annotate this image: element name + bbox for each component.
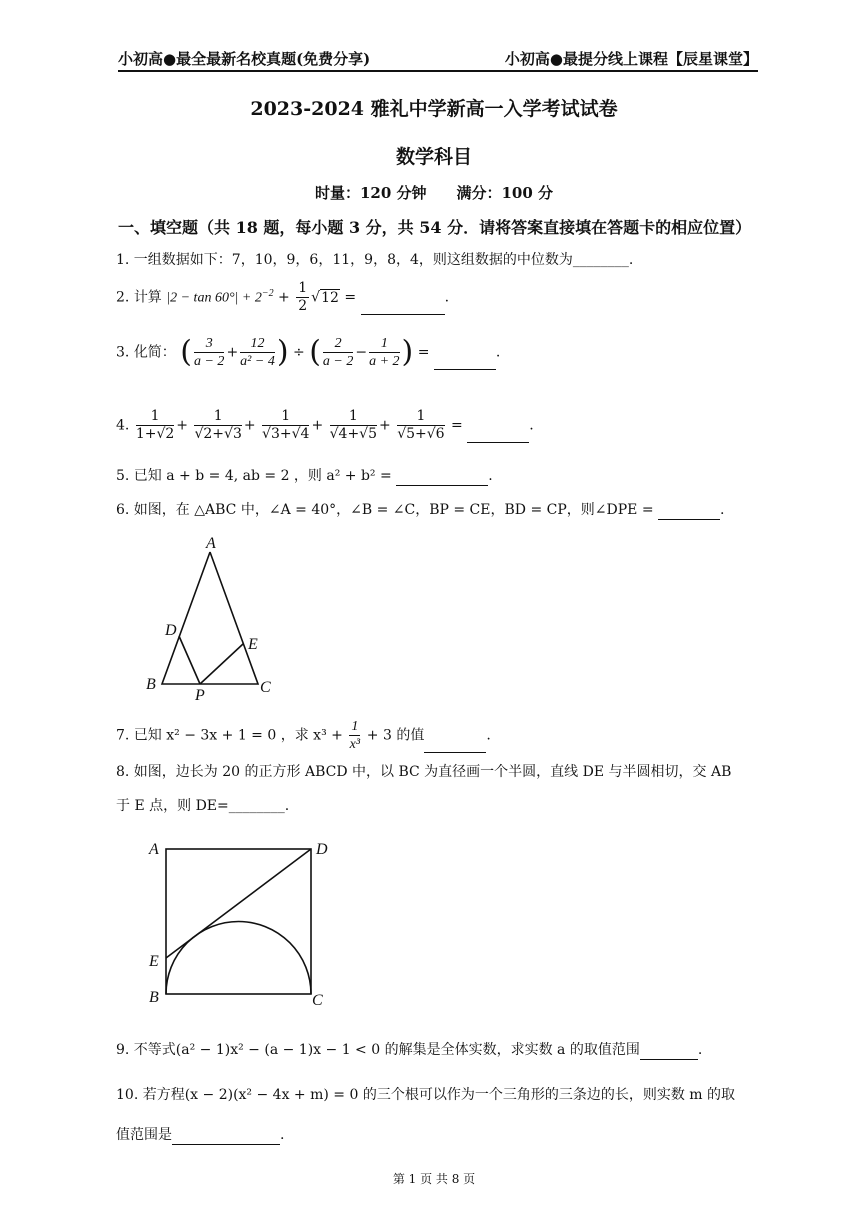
page-footer: 第 1 页 共 8 页: [392, 1172, 476, 1186]
q2-exponent: −2: [261, 287, 274, 299]
q3-equals: =: [417, 344, 434, 361]
q3-d4: a + 2: [369, 354, 400, 369]
q4-frac-3: [262, 408, 309, 443]
q3-number: 3.: [116, 344, 134, 361]
q4-answer-blank: [467, 428, 529, 443]
q2-prefix: 计算: [133, 289, 162, 306]
q4-n2: 1: [194, 408, 241, 426]
question-6: [116, 500, 724, 520]
q5-period: .: [488, 468, 493, 484]
q3-d3: a − 2: [322, 354, 354, 369]
q9-text: 9. 不等式(a² − 1)x² − (a − 1)x − 1 < 0 的解集是全体实数，求实数 a 的取值范围: [116, 1042, 640, 1058]
question-3: [116, 335, 500, 370]
q4-plus-4: +: [379, 417, 391, 434]
q6-period: .: [720, 502, 725, 518]
q5-text: 5. 已知 a + b = 4, ab = 2 ，则 a² + b² =: [116, 468, 397, 484]
q2-frac-den: 2: [298, 298, 308, 314]
q3-n2: 12: [240, 335, 275, 353]
question-4: [116, 408, 534, 443]
q2-answer-blank: [361, 300, 445, 315]
q7-fraction: [349, 718, 360, 753]
q10-text: 值范围是: [116, 1127, 172, 1143]
q3-n1: 3: [194, 335, 224, 353]
header-right-text: 小初高●最提分线上课程【辰星课堂】: [504, 50, 758, 68]
q2-equals: =: [339, 289, 361, 306]
q2-expr: |2 − tan 60°| + 2: [166, 290, 262, 306]
question-9: [116, 1040, 702, 1060]
q4-frac-5: [397, 408, 444, 443]
q7-frac-den: x³: [349, 737, 361, 752]
q3-div: ÷: [293, 344, 305, 361]
q7-answer-blank: [424, 738, 486, 753]
q4-n4: 1: [330, 408, 377, 426]
q10-answer-blank: [172, 1130, 280, 1145]
label-e: E: [149, 953, 159, 970]
q7-post: + 3 的值: [362, 727, 425, 744]
q3-paren-open: (: [180, 334, 192, 370]
label-c: C: [312, 992, 323, 1009]
q4-plus-2: +: [243, 417, 256, 434]
q4-d1: 1+√2: [135, 426, 175, 442]
question-8-line-2: 于 E 点，则 DE=________.: [116, 798, 290, 814]
question-5: [116, 466, 493, 486]
label-c: C: [260, 679, 271, 696]
q4-frac-4: [330, 408, 377, 443]
triangle-figure: [140, 532, 290, 704]
q3-op1: +: [226, 344, 239, 361]
q2-frac-num: 1: [298, 280, 308, 296]
label-d: D: [316, 841, 328, 858]
triangle-abc: [162, 552, 258, 684]
q4-plus-3: +: [311, 417, 324, 434]
q3-period: .: [495, 344, 501, 361]
label-b: B: [149, 989, 159, 1006]
q4-n5: 1: [397, 408, 444, 426]
q3-frac-4: [369, 335, 399, 370]
q3-paren-close-2: ): [401, 334, 414, 370]
q3-paren-close: ): [276, 334, 289, 370]
label-e: E: [248, 636, 258, 653]
q4-equals: =: [451, 417, 468, 434]
label-a: A: [206, 535, 216, 552]
q9-period: .: [697, 1042, 703, 1058]
q7-period: .: [486, 727, 491, 744]
label-d: D: [165, 622, 177, 639]
label-p: P: [195, 687, 205, 704]
q4-frac-1: [136, 408, 174, 443]
q2-number: 2.: [116, 289, 134, 306]
q2-period: .: [444, 289, 450, 306]
q4-d4: √4+√5: [329, 426, 378, 442]
section-heading: 一、填空题（共 18 题，每小题 3 分，共 54 分．请将答案直接填在答题卡的相应位置）: [118, 218, 752, 237]
question-1: 1. 一组数据如下：7，10，9，6，11，9，8，4，则这组数据的中位数为________.: [116, 252, 634, 268]
page-header: [118, 48, 758, 72]
subject-title: 数学科目: [395, 146, 472, 168]
question-2: 2. 计算 $|2 - \tan 60^\circ| + 2^{-2}$ + $\frac{1}{2}$ √12 = .: [116, 280, 450, 314]
question-8-line-1: 8. 如图，边长为 20 的正方形 ABCD 中，以 BC 为直径画一个半圆，直线 DE 与半圆相切，交 AB: [116, 764, 732, 780]
q7-frac-num: 1: [351, 719, 359, 734]
q4-plus-1: +: [176, 417, 189, 434]
q6-answer-blank: [658, 505, 720, 520]
exam-title: 2023-2024 雅礼中学新高一入学考试试卷: [250, 98, 618, 120]
q7-prefix: 7. 已知 x² − 3x + 1 = 0 ，求 x³ +: [116, 727, 348, 744]
q4-d3: √3+√4: [262, 426, 310, 442]
q3-n4: 1: [369, 335, 399, 353]
q2-fraction: [296, 280, 309, 315]
q2-radicand: 12: [321, 289, 339, 306]
time-score-line: 时量：120 分钟 满分：100 分: [314, 184, 554, 202]
q2-plus: +: [273, 289, 295, 306]
q4-period: .: [529, 417, 534, 434]
question-10-line-1: 10. 若方程(x − 2)(x² − 4x + m) = 0 的三个根可以作为一个三角形的三条边的长，则实数 m 的取: [116, 1087, 736, 1103]
q3-paren-open-2: (: [309, 334, 321, 370]
label-b: B: [146, 676, 156, 693]
q3-prefix: 化简：: [133, 344, 176, 361]
header-left-text: 小初高●最全最新名校真题(免费分享): [118, 50, 371, 68]
q4-n3: 1: [262, 408, 309, 426]
question-10-line-2: [116, 1125, 284, 1145]
segment-dp: [179, 636, 200, 684]
q3-op2: −: [355, 344, 368, 361]
q6-text: 6. 如图，在 △ABC 中，∠A = 40°，∠B = ∠C，BP = CE，BD = CP，则∠DPE =: [116, 502, 658, 518]
q5-answer-blank: [396, 471, 488, 486]
q4-number: 4.: [116, 417, 134, 434]
question-7: [116, 718, 491, 753]
q4-d5: √5+√6: [397, 426, 445, 442]
label-a: A: [149, 841, 159, 858]
q3-d1: a − 2: [193, 354, 225, 369]
q3-answer-blank: [434, 355, 496, 370]
semicircle: [166, 922, 311, 995]
q10-period: .: [280, 1127, 285, 1143]
q3-frac-3: [323, 335, 353, 370]
q3-d2: a² − 4: [240, 354, 275, 369]
q3-frac-2: [240, 335, 275, 370]
q3-frac-1: [194, 335, 224, 370]
q4-frac-2: [194, 408, 241, 443]
q4-n1: 1: [136, 408, 174, 426]
q3-n3: 2: [323, 335, 353, 353]
q9-answer-blank: [640, 1045, 698, 1060]
q4-d2: √2+√3: [194, 426, 242, 442]
segment-pe: [200, 644, 243, 684]
square-figure: [140, 832, 340, 1012]
